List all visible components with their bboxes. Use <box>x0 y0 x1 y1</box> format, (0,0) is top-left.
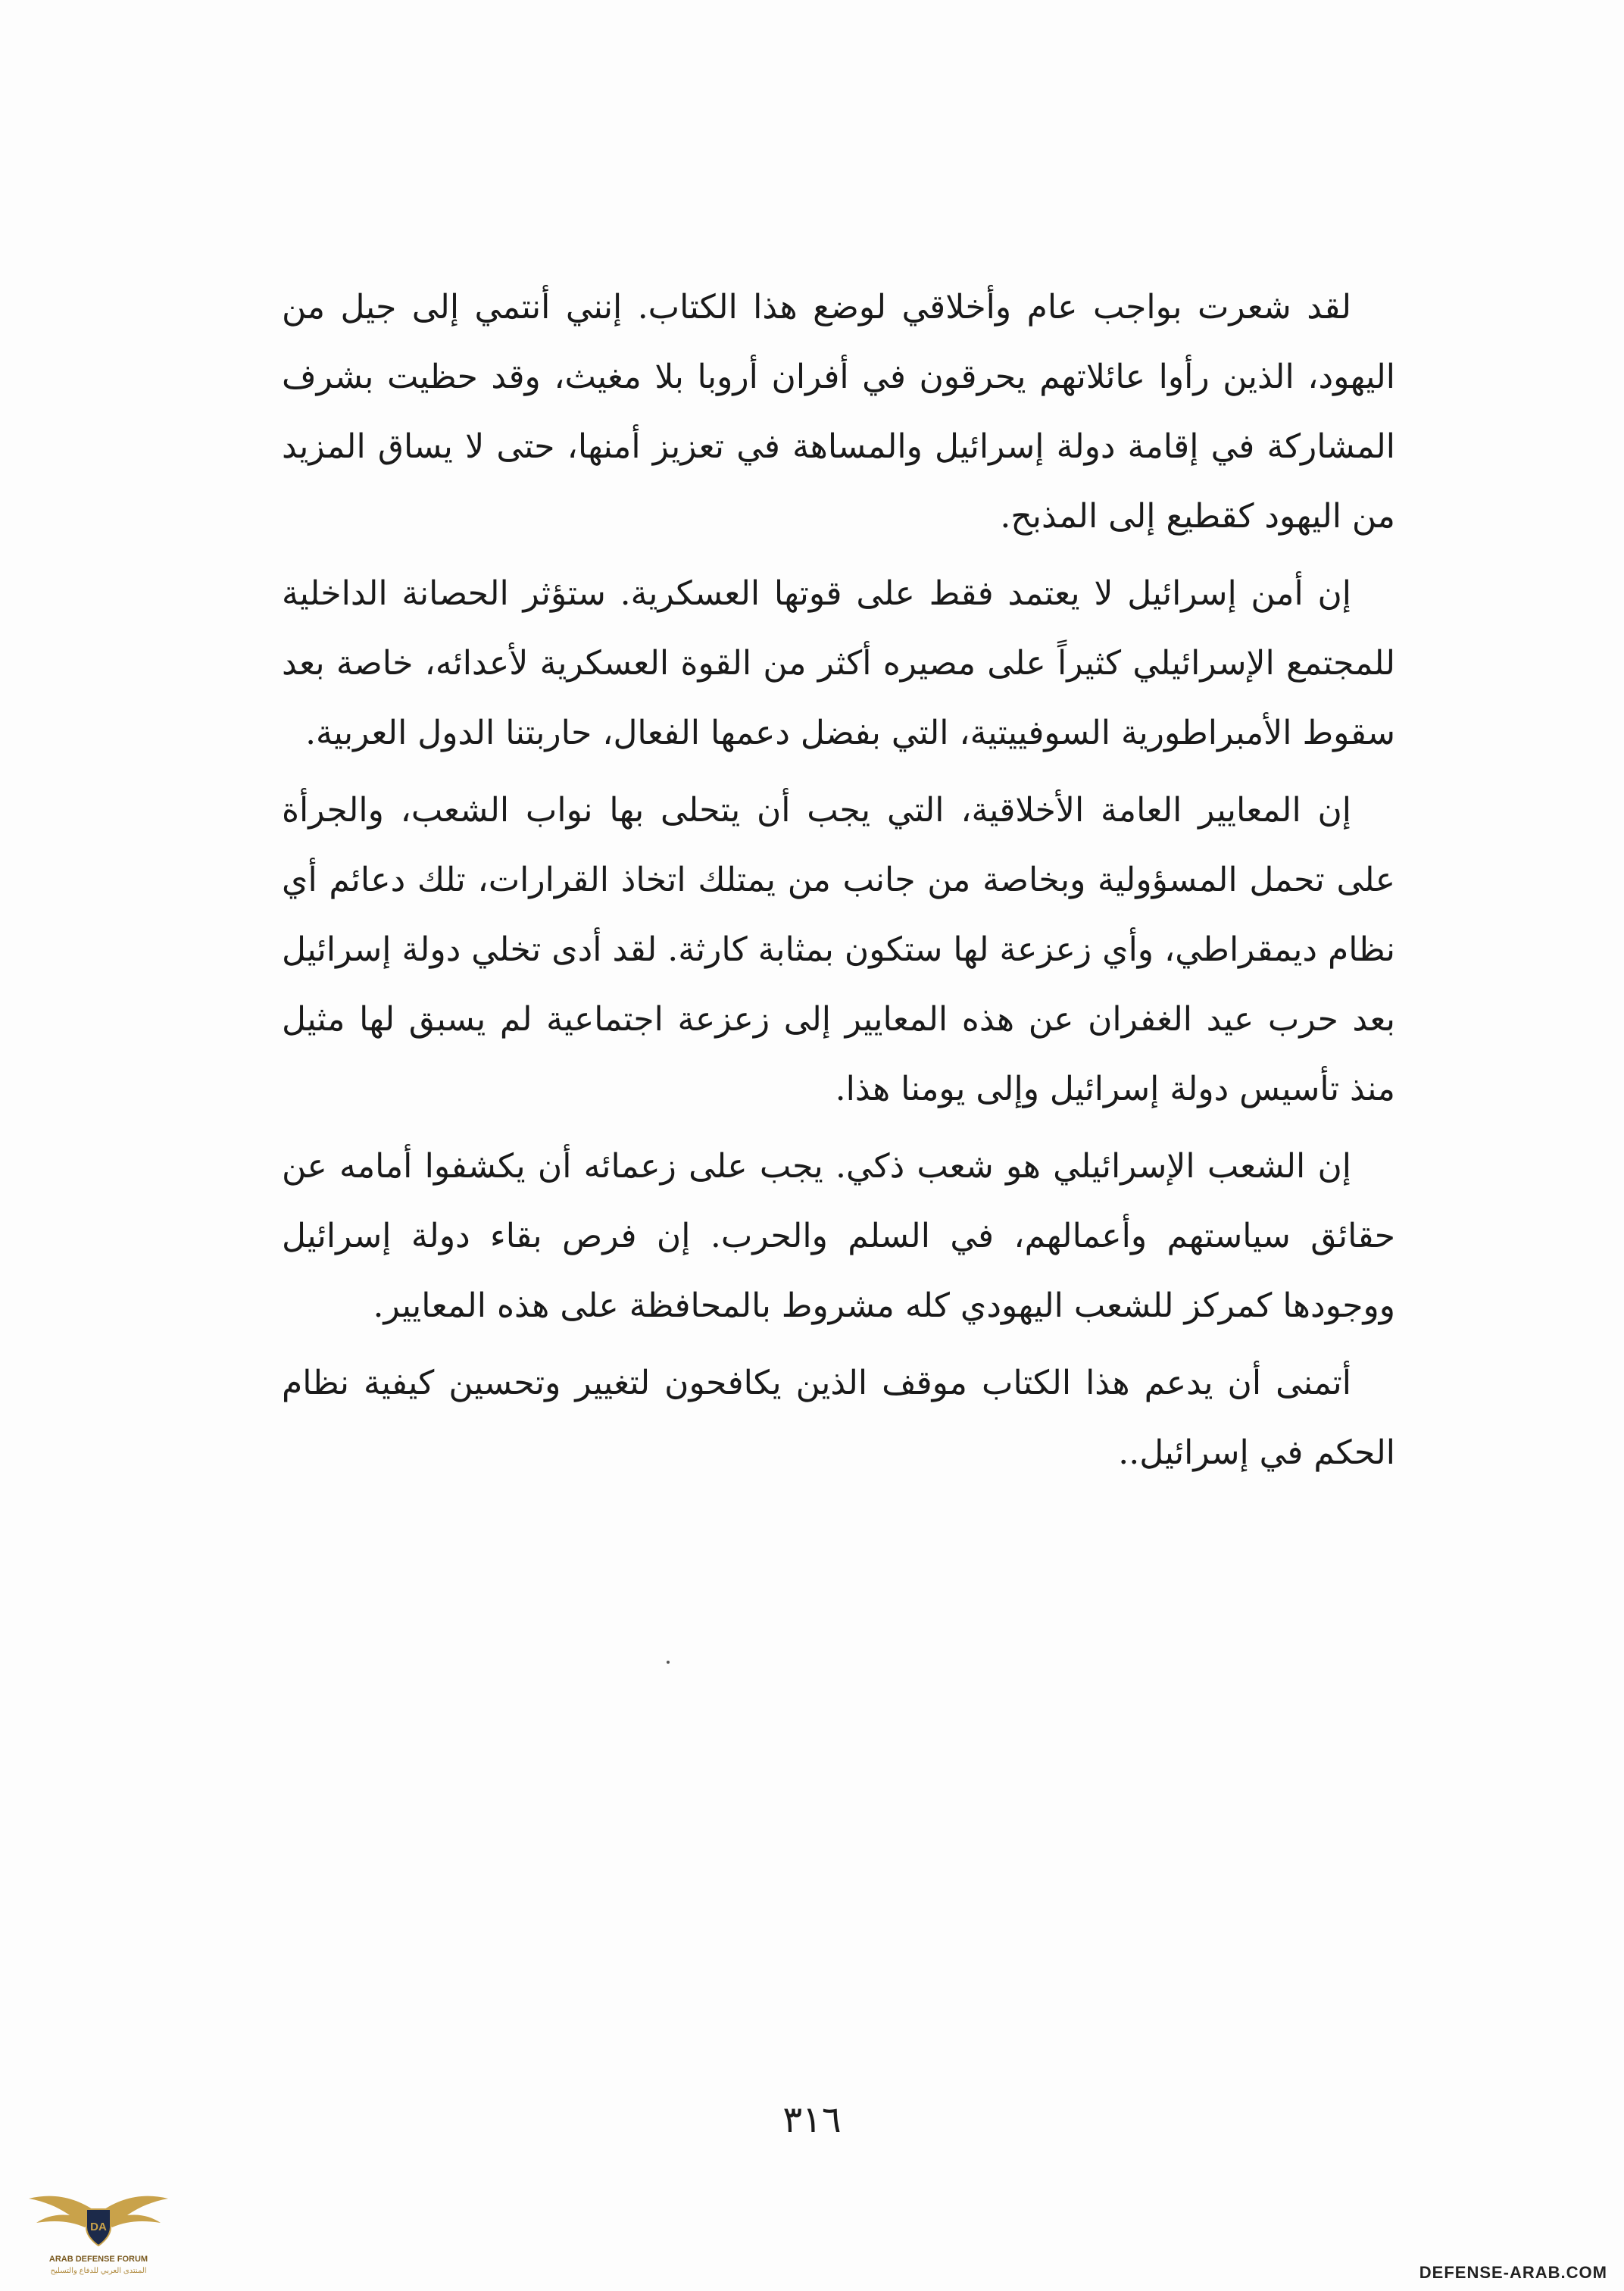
stray-mark <box>667 1661 670 1664</box>
page-number: ٣١٦ <box>782 2099 842 2141</box>
winged-eagle-logo-icon <box>23 2182 174 2255</box>
logo-title: ARAB DEFENSE FORUM <box>48 2255 148 2264</box>
forum-logo <box>23 2182 174 2280</box>
site-watermark: DEFENSE-ARAB.COM <box>1419 2263 1607 2282</box>
paragraph-4: إن الشعب الإسرائيلي هو شعب ذكي. يجب على زعمائه أن يكشفوا أمامه عن حقائق سياستهم وأعمالهم، في السلم والحرب. إن فرص بقاء دولة إسرائيل ووجودها كمركز للشعب اليهودي كله مشروط بالمحافظة على هذه المعايير. <box>282 1147 1395 1325</box>
logo-subtitle: المنتدى العربي للدفاع والتسليح <box>50 2267 147 2275</box>
paragraph-3: إن المعايير العامة الأخلاقية، التي يجب أن يتحلى بها نواب الشعب، والجرأة على تحمل المسؤولية وبخاصة من جانب من يمتلك اتخاذ القرارات، تلك دعائم أي نظام ديمقراطي، وأي زعزعة لها ستكون بمثابة كارثة. لقد أدى تخلي دولة إسرائيل بعد حرب عيد الغفران عن هذه المعايير إلى زعزعة اجتماعية لم يسبق لها مثيل منذ تأسيس دولة إسرائيل وإلى يومنا هذا. <box>282 791 1395 1108</box>
logo-monogram: DA <box>90 2221 107 2233</box>
body-text <box>282 273 1395 1496</box>
paragraph-1: لقد شعرت بواجب عام وأخلاقي لوضع هذا الكتاب. إنني أنتمي إلى جيل من اليهود، الذين رأوا عائلاتهم يحرقون في أفران أروبا بلا مغيث، وقد حظيت بشرف المشاركة في إقامة دولة إسرائيل والمساهة في تعزيز أمنها، حتى لا يساق المزيد من اليهود كقطيع إلى المذبح. <box>282 288 1395 536</box>
paragraph-5: أتمنى أن يدعم هذا الكتاب موقف الذين يكافحون لتغيير وتحسين كيفية نظام الحكم في إسرائيل.. <box>282 1364 1395 1472</box>
paragraph-2: إن أمن إسرائيل لا يعتمد فقط على قوتها العسكرية. ستؤثر الحصانة الداخلية للمجتمع الإسرائيلي كثيراً على مصيره أكثر من القوة العسكرية لأعدائه، خاصة بعد سقوط الأمبراطورية السوفييتية، التي بفضل دعمها الفعال، حاربتنا الدول العربية. <box>282 574 1395 752</box>
